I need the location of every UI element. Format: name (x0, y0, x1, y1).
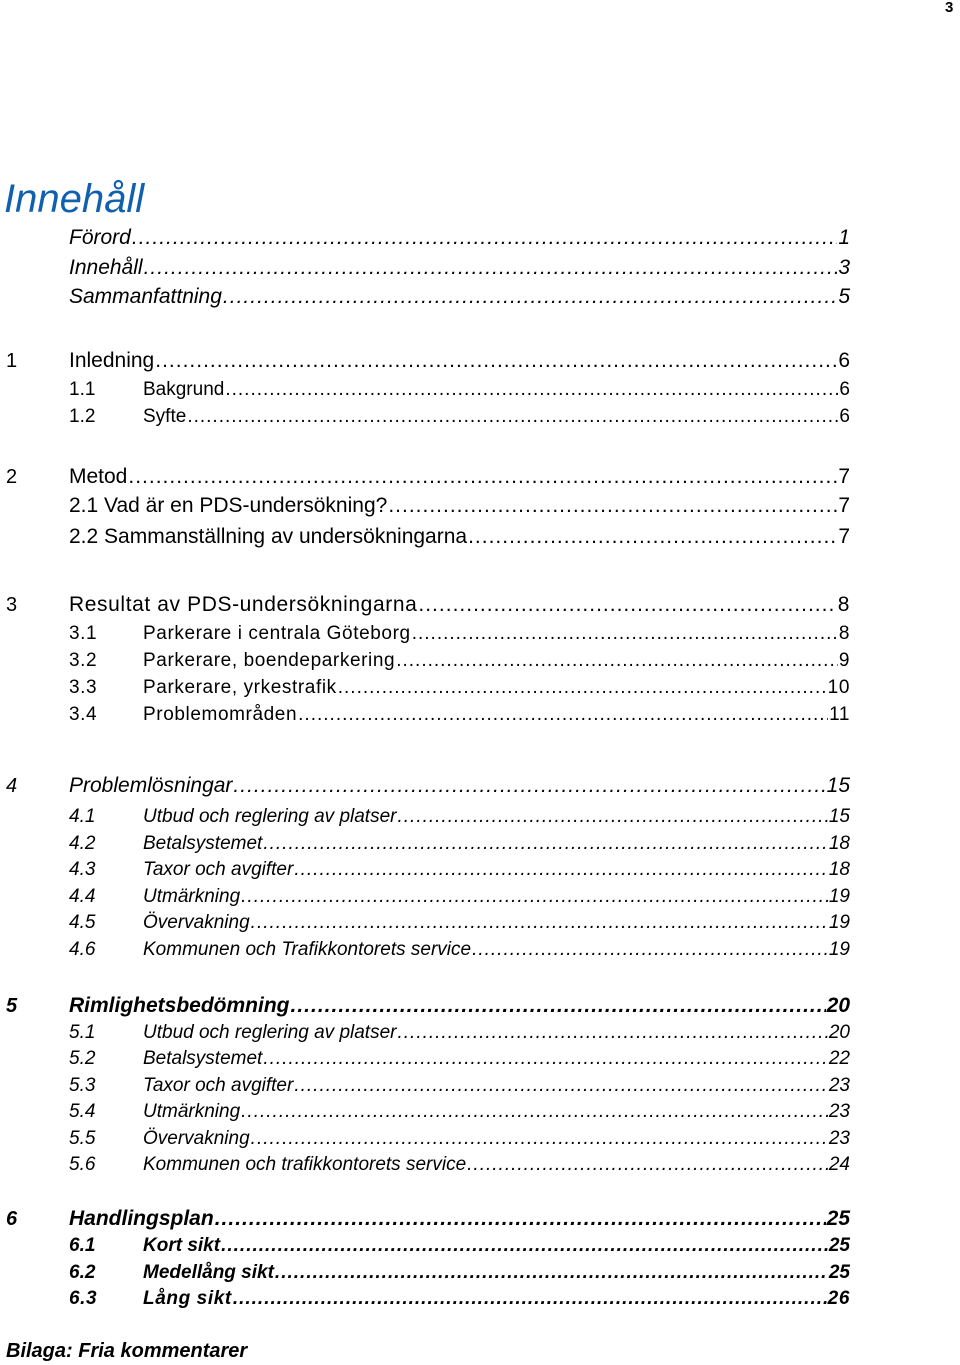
entry-title: Utbud och reglering av platser (143, 1022, 397, 1043)
entry-title: Kommunen och Trafikkontorets service (143, 939, 472, 960)
toc-entry[interactable] (0, 702, 850, 728)
dot-leader (418, 592, 836, 618)
chapter-number: 4 (6, 775, 18, 797)
toc-entry[interactable] (0, 225, 850, 251)
entry-title: Betalsystemet (143, 833, 263, 854)
toc-entry[interactable] (0, 1073, 850, 1099)
dot-leader (298, 702, 828, 728)
entry-title: Taxor och avgifter (143, 1075, 294, 1096)
entry-page-number: 7 (838, 525, 850, 548)
dot-leader (215, 1206, 826, 1232)
entry-page-number: 23 (828, 1128, 850, 1149)
dot-leader (251, 1126, 828, 1152)
entry-title: Problemområden (143, 704, 298, 725)
dot-leader (275, 1260, 828, 1286)
entry-page-number: 1 (838, 226, 850, 249)
toc-entry[interactable] (0, 1126, 850, 1152)
entry-title: Utbud och reglering av platser (143, 806, 397, 827)
chapter-number: 3 (6, 594, 18, 616)
dot-leader (263, 831, 828, 857)
entry-title: Metod (69, 465, 128, 488)
entry-title: Kort sikt (143, 1235, 221, 1256)
entry-page-number: 23 (828, 1101, 850, 1122)
entry-title: Handlingsplan (69, 1207, 214, 1230)
entry-page-number: 25 (828, 1235, 850, 1256)
chapter-number: 2 (6, 466, 18, 488)
toc-entry[interactable] (0, 464, 850, 490)
toc-entry[interactable] (0, 1260, 850, 1286)
dot-leader (155, 348, 837, 374)
dot-leader (241, 1099, 828, 1125)
dot-leader (223, 284, 837, 310)
toc-entry[interactable] (0, 621, 850, 647)
toc-entry[interactable] (0, 592, 850, 618)
entry-title: Sammanfattning (69, 285, 222, 308)
entry-title: Taxor och avgifter (143, 859, 294, 880)
toc-entry[interactable] (0, 1206, 850, 1232)
toc-entry[interactable] (0, 1099, 850, 1125)
entry-page-number: 6 (839, 406, 850, 427)
section-number: 4.4 (69, 886, 96, 907)
toc-entry[interactable] (0, 1152, 850, 1178)
entry-title: 2.2 Sammanställning av undersökningarna (69, 525, 468, 548)
entry-title: Parkerare, yrkestrafik (143, 677, 337, 698)
toc-entry[interactable] (0, 804, 850, 830)
dot-leader (263, 1046, 828, 1072)
page-title: Innehåll (4, 176, 145, 221)
entry-page-number: 15 (826, 774, 850, 797)
toc-entry[interactable] (0, 857, 850, 883)
entry-page-number: 25 (826, 1207, 850, 1230)
entry-page-number: 18 (828, 859, 850, 880)
entry-title: Problemlösningar (69, 774, 233, 797)
toc-entry[interactable] (0, 884, 850, 910)
entry-title: 2.1 Vad är en PDS-undersökning? (69, 494, 388, 517)
entry-page-number: 19 (828, 886, 850, 907)
page-number: 3 (945, 0, 954, 16)
toc-entry[interactable] (0, 675, 850, 701)
section-number: 4.5 (69, 912, 96, 933)
dot-leader (251, 910, 828, 936)
dot-leader (388, 493, 837, 519)
entry-title: Parkerare, boendeparkering (143, 650, 396, 671)
entry-title: Innehåll (69, 256, 143, 279)
entry-page-number: 10 (827, 677, 850, 698)
section-number: 6.2 (69, 1262, 96, 1283)
toc-entry[interactable] (0, 773, 850, 799)
dot-leader (144, 255, 838, 281)
toc-entry[interactable] (0, 648, 850, 674)
toc-entry[interactable] (0, 1286, 850, 1312)
entry-page-number: 11 (829, 704, 850, 725)
dot-leader (294, 1073, 828, 1099)
entry-title: Kommunen och trafikkontorets service (143, 1154, 467, 1175)
dot-leader (397, 804, 827, 830)
toc-entry[interactable] (0, 910, 850, 936)
entry-page-number: 22 (828, 1048, 850, 1069)
section-number: 3.4 (69, 704, 98, 725)
toc-entry[interactable] (0, 377, 850, 403)
section-number: 5.1 (69, 1022, 96, 1043)
entry-title: Rimlighetsbedömning (69, 994, 290, 1017)
toc-entry[interactable] (0, 255, 850, 281)
dot-leader (233, 773, 825, 799)
toc-entry[interactable] (0, 1020, 850, 1046)
entry-page-number: 7 (838, 494, 850, 517)
entry-page-number: 20 (828, 1022, 850, 1043)
entry-page-number: 7 (838, 465, 850, 488)
section-number: 4.6 (69, 939, 96, 960)
entry-page-number: 19 (828, 912, 850, 933)
entry-page-number: 25 (828, 1262, 850, 1283)
section-number: 6.1 (69, 1235, 96, 1256)
toc-entry[interactable] (0, 493, 850, 519)
entry-page-number: 18 (828, 833, 850, 854)
section-number: 4.3 (69, 859, 96, 880)
section-number: 3.1 (69, 623, 98, 644)
entry-page-number: 26 (827, 1288, 850, 1309)
entry-title: Lång sikt (143, 1288, 232, 1309)
toc-entry[interactable] (0, 348, 850, 374)
section-number: 3.2 (69, 650, 98, 671)
toc-entry[interactable] (0, 1046, 850, 1072)
entry-title: Medellång sikt (143, 1262, 274, 1283)
toc-entry[interactable] (0, 524, 850, 550)
toc-entry[interactable] (0, 284, 850, 310)
entry-page-number: 3 (838, 256, 850, 279)
entry-title: Övervakning (143, 912, 250, 933)
section-number: 5.6 (69, 1154, 96, 1175)
section-number: 3.3 (69, 677, 98, 698)
appendix-label: Bilaga: Fria kommentarer (6, 1340, 248, 1362)
section-number: 5.5 (69, 1128, 96, 1149)
dot-leader (338, 675, 827, 701)
entry-page-number: 24 (828, 1154, 850, 1175)
entry-page-number: 9 (838, 650, 850, 671)
section-number: 1.1 (69, 379, 96, 400)
entry-title: Förord (69, 226, 131, 249)
entry-title: Utmärkning (143, 886, 241, 907)
toc-entry[interactable] (0, 937, 850, 963)
entry-title: Syfte (143, 406, 187, 427)
entry-title: Övervakning (143, 1128, 250, 1149)
dot-leader (396, 648, 838, 674)
entry-page-number: 8 (837, 593, 850, 616)
dot-leader (294, 857, 828, 883)
section-number: 4.1 (69, 806, 96, 827)
entry-page-number: 19 (828, 939, 850, 960)
entry-title: Utmärkning (143, 1101, 241, 1122)
entry-title: Resultat av PDS-undersökningarna (69, 593, 418, 616)
dot-leader (468, 524, 837, 550)
entry-title: Inledning (69, 349, 155, 372)
dot-leader (412, 621, 838, 647)
dot-leader (291, 993, 826, 1019)
toc-entry[interactable] (0, 404, 850, 430)
entry-page-number: 23 (828, 1075, 850, 1096)
dot-leader (128, 464, 837, 490)
dot-leader (187, 404, 838, 430)
chapter-number: 6 (6, 1208, 18, 1230)
dot-leader (241, 884, 828, 910)
section-number: 4.2 (69, 833, 96, 854)
toc-entry[interactable] (0, 1233, 850, 1259)
toc-entry[interactable] (0, 831, 850, 857)
entry-title: Bakgrund (143, 379, 225, 400)
section-number: 6.3 (69, 1288, 98, 1309)
entry-page-number: 6 (839, 379, 850, 400)
chapter-number: 1 (6, 350, 18, 372)
dot-leader (472, 937, 828, 963)
entry-title: Parkerare i centrala Göteborg (143, 623, 411, 644)
dot-leader (221, 1233, 828, 1259)
chapter-number: 5 (6, 995, 18, 1017)
entry-page-number: 15 (828, 806, 850, 827)
entry-page-number: 6 (838, 349, 850, 372)
section-number: 5.3 (69, 1075, 96, 1096)
dot-leader (225, 377, 838, 403)
dot-leader (233, 1286, 827, 1312)
entry-page-number: 5 (838, 285, 850, 308)
entry-page-number: 20 (826, 994, 850, 1017)
dot-leader (397, 1020, 827, 1046)
section-number: 5.2 (69, 1048, 96, 1069)
entry-page-number: 8 (838, 623, 850, 644)
toc-entry[interactable] (0, 993, 850, 1019)
section-number: 5.4 (69, 1101, 96, 1122)
dot-leader (467, 1152, 828, 1178)
dot-leader (132, 225, 837, 251)
entry-title: Betalsystemet (143, 1048, 263, 1069)
section-number: 1.2 (69, 406, 96, 427)
